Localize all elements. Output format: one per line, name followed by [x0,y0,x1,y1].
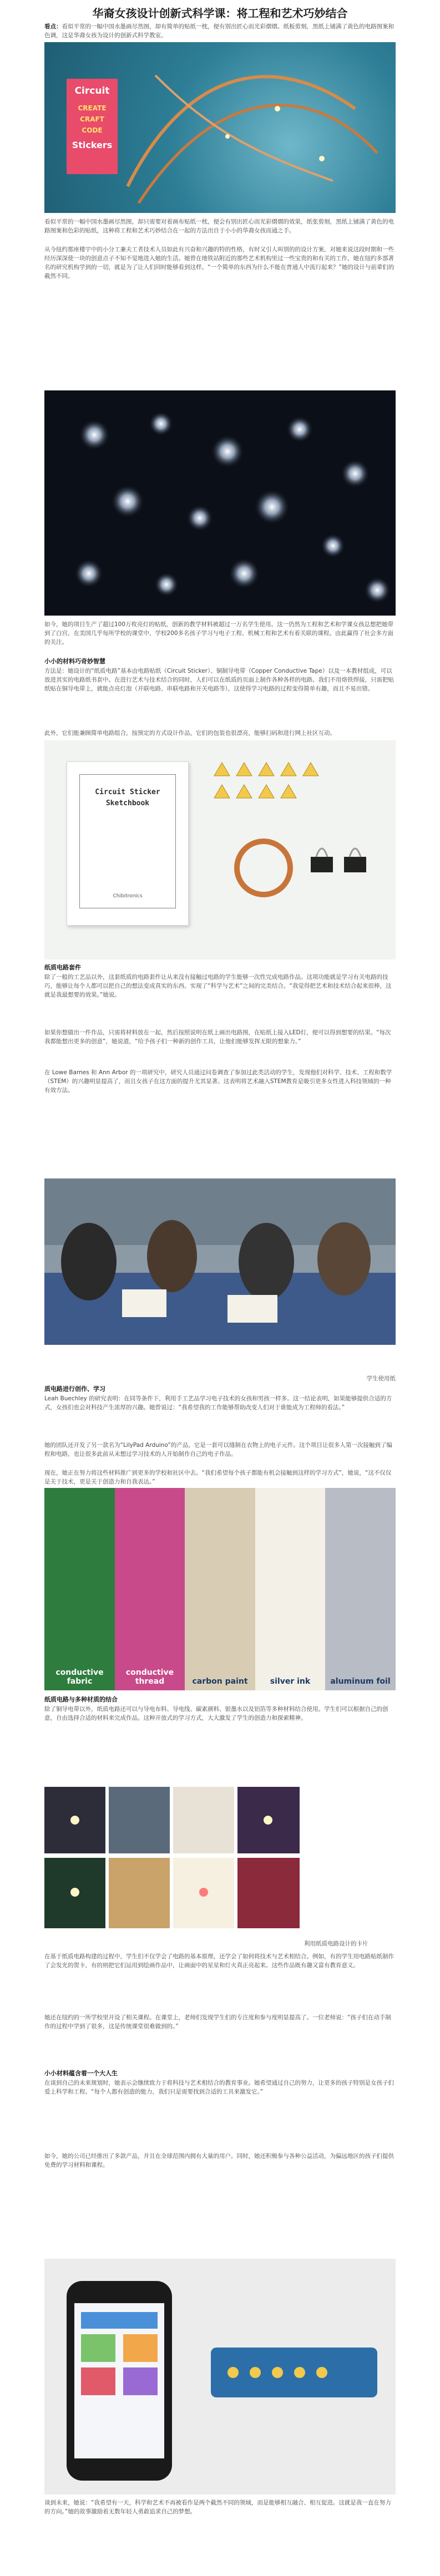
material-conductive-fabric [44,1488,115,1690]
conductive-materials-image [44,1488,396,1690]
section-heading-4: 纸质电路与多种材质的结合 [44,1696,118,1703]
lead-label: 看点： [44,23,62,30]
paragraph-14: 她还在纽约的一所学校里开设了相关课程。在课堂上，老师们发现学生们的专注度和参与度明显提高了。一位老师说：“孩子们在动手制作的过程中学到了很多，这是传统课堂很难做到的。” [44,2014,391,2030]
section-heading-3: 质电路进行创作、学习 [44,1385,105,1393]
event-photo-caption: 学生使用纸 [366,1375,396,1382]
paragraph-8: 在 Lowe Barnes 和 Ann Arbor 的一项研究中，研究人员通过问卷调查了参加过此类活动的学生，发现他们对科学、技术、工程和数学（STEM）的兴趣明显提高了，而且女孩子在这方面的提升尤其显著。这表明将艺术融入STEM教育是吸引更多女性进入科技领域的一种有效方法。 [44,1069,392,1094]
paragraph-6: 除了一般的工艺品以外，这套纸质的电路套件让从来没有接触过电路的学生能够一次性完成电路作品。这项功能就是学习有关电路的技巧，能够让每个人都可以把自己的想法变成真实的东西。实现了“科学与艺术”之间的完美结合。“我觉得把艺术和技术结合起来很棒，这就是我最想要的效果。”她说。 [44,974,392,998]
material-label: silver ink [270,1677,311,1686]
article-title: 华裔女孩设计创新式科学课：将工程和艺术巧妙结合 [92,7,348,20]
smartphone-art [44,2259,396,2494]
paragraph-1: 看似平常的一幅中国水墨画尽然图，却只需要对着画布贴纸一枕，便会有别出匠心而光彩熠熠的效果，纸张剪刻，黑纸上铺满了黄色的电路图案和色彩的贴纸，这种将工程和艺术巧妙结合在一起的方法出自于小小的华裔女孩而通之手。 [44,219,394,234]
smartphone-photo [44,2259,396,2494]
material-label: carbon paint [192,1677,248,1686]
led-glow-art [44,390,396,616]
cards-collage-art [44,1787,300,1928]
section-heading-1: 小小的材料巧奇妙智慧 [44,658,105,665]
led-lights-image [44,390,396,616]
workshop-scene-art [44,1178,396,1345]
paragraph-7: 如果你想做出一件作品，只需将材料放在一起，然后按照说明在纸上画出电路图，在贴纸上接入LED灯，便可以得到想要的结果。“每次我都能想出更多的创意”，她说道，“给予孩子们一种新的创作工具，让他们能够发挥无限的想象力。” [44,1029,391,1045]
paragraph-11: 现在，她正在努力将这些材料推广到更多的学校和社区中去。“我们希望每个孩子都能有机会接触到这样的学习方式”，她说，“这不仅仅是关于技术，更是关于创造力和自我表达。” [44,1470,392,1485]
badge-line-stickers: Stickers [72,140,113,150]
paragraph-13: 在基于纸质电路构建的过程中，学生们不仅学会了电路的基本原理，还学会了如何将技术与艺术相结合。例如，有的学生用电路贴纸制作了会发光的贺卡，有的则把它们运用到绘画作品中，让画面中的星星和灯火真正亮起来。这些作品既有趣又富有教育意义。 [44,1953,394,1969]
material-aluminum-foil [325,1488,396,1690]
hero-image [44,42,396,213]
paragraph-16: 如今，她的公司已经推出了多款产品，并且在全球范围内拥有大量的用户。同时，她还积极参与各种公益活动，为偏远地区的孩子们提供免费的学习材料和课程。 [44,2153,394,2168]
paragraph-10: 她的团队还开发了另一款名为“LilyPad Arduino”的产品，它是一套可以缝制在衣物上的电子元件。这个项目让很多人第一次接触到了编程和电路，也让很多此前从未想过学习技术的人开始制作自己的电子作品。 [44,1442,392,1457]
paragraph-3: 如今，她的项目生产了超过100万枚亮灯的贴纸，创新的教学材料被超过一万名学生使用。这一仍然为工程和艺术和学课女孩总想把她带到了白宫，在美国几乎每所学校的课堂中，学校200多名孩子学习与电子工程、机械工程和艺术有着关联的课程。由此赢得了社会多方面的关注。 [44,621,394,646]
event-photo [44,1178,396,1345]
badge-line-craft: CRAFT [80,115,104,123]
paragraph-4: 方法是：她设计的“纸质电路”基本由电路贴纸（Circuit Sticker）、铜制导电带（Copper Conductive Tape）以及一本教材组成，可以放进其实的电路纸书套中。在进行艺术与技术结合的同时，人们可以在纸质的页面上制作各种各样的电路。我们不用烙铁焊接，只需把贴纸贴在铜导电带上，就能点亮灯泡（并联电路、串联电路和开关电路等），这使得学习电路的过程变得简单有趣，而且不易出错。 [44,668,394,692]
sketchbook-credit: Chibitronics [113,893,143,899]
paragraph-2: 从今纽约那座楼宇中的小分工兼夫工者技术人员如此有兴奋和兴趣的特的性格，有时又引人叫别的的设计方案，对她来说这段时期和一些经历深深使一块的创意点子不知不觉地进入她的生活。她曾在地铁站附近的那些艺术机构里过一些宝贵的和有关的工作，她在纽约多部著名的研究机构学到的一切，就是为了让人们同时能够看到这样。“一个简单的东西为什么不能在普通人中流行起来？”她的设计与前辈们的截然不同。 [44,246,395,280]
paragraph-15: 在谈到自己的未来规划时，她表示会继续致力于将科技与艺术相结合的教育事业。她希望通过自己的努力，让更多的孩子特别是女孩子们爱上科学和工程。“每个人都有创造的能力，我们只是需要找到合适的工具来激发它。” [44,2080,394,2095]
badge-line-circuit: Circuit [74,85,110,96]
paragraph-9: Leah Buechley 的研究表明：在同等条件下，利用手工艺品学习电子技术的女孩和男孩一样多。这一结论表明，如果能够提供合适的方式，女孩们也会对科技产生浓厚的兴趣。她曾说过：“我希望我的工作能够帮助改变人们对于谁能成为工程师的看法。” [44,1395,392,1411]
lead-text: 看似平常的一幅中国水墨画尽然图，却有简单的贴纸一枕，便有别出匠心而光彩熠熠。纸板剪刻，黑纸上铺满了黄色的电路图案和色调，这是华裔女孩为设计的创新式科学教室。 [44,23,394,39]
material-label: conductive fabric [55,1668,104,1686]
badge-line-code: CODE [82,126,103,134]
material-conductive-thread [115,1488,185,1690]
paragraph-17: 谈到未来，她说：“我希望有一天，科学和艺术不再被看作是两个截然不同的领域，而是能够相互融合、相互促进。这就是我一直在努力的方向。”她的故事激励着无数年轻人勇敢追求自己的梦想。 [44,2499,391,2515]
sketchbook-title: Circuit Sticker Sketchbook [95,788,160,807]
paper-circuit-cards-collage [44,1787,300,1928]
lead-paragraph [44,22,396,40]
sketchbook-image [44,740,396,959]
material-carbon-paint [185,1488,255,1690]
circuit-stickers-badge [67,79,118,174]
badge-line-create: CREATE [78,104,107,112]
paragraph-12: 除了铜导电带以外，纸质电路还可以与导电布料、导电线、碳素颜料、银墨水以及铝箔等多种材料结合使用。学生们可以根据自己的创意，自由选择合适的材料来完成作品。这种开放式的学习方式，大大激发了学生的创造力和探索精神。 [44,1706,388,1721]
material-label: aluminum foil [330,1677,391,1686]
section-heading-5: 小小材料蕴含着一个大人生 [44,2070,118,2077]
material-label: conductive thread [125,1668,174,1686]
material-silver-ink [255,1488,325,1690]
section-heading-2: 纸质电路套件 [44,964,81,971]
collage-caption: 利用纸质电路设计的卡片 [304,1940,368,1947]
paragraph-5: 此外，它们能兼顾简单电路组合，按预定的方式设计作品，它们的包装也很漂亮，能够扫码和进行网上社区互动。 [44,730,336,736]
stickers-and-clips-art [44,740,396,959]
